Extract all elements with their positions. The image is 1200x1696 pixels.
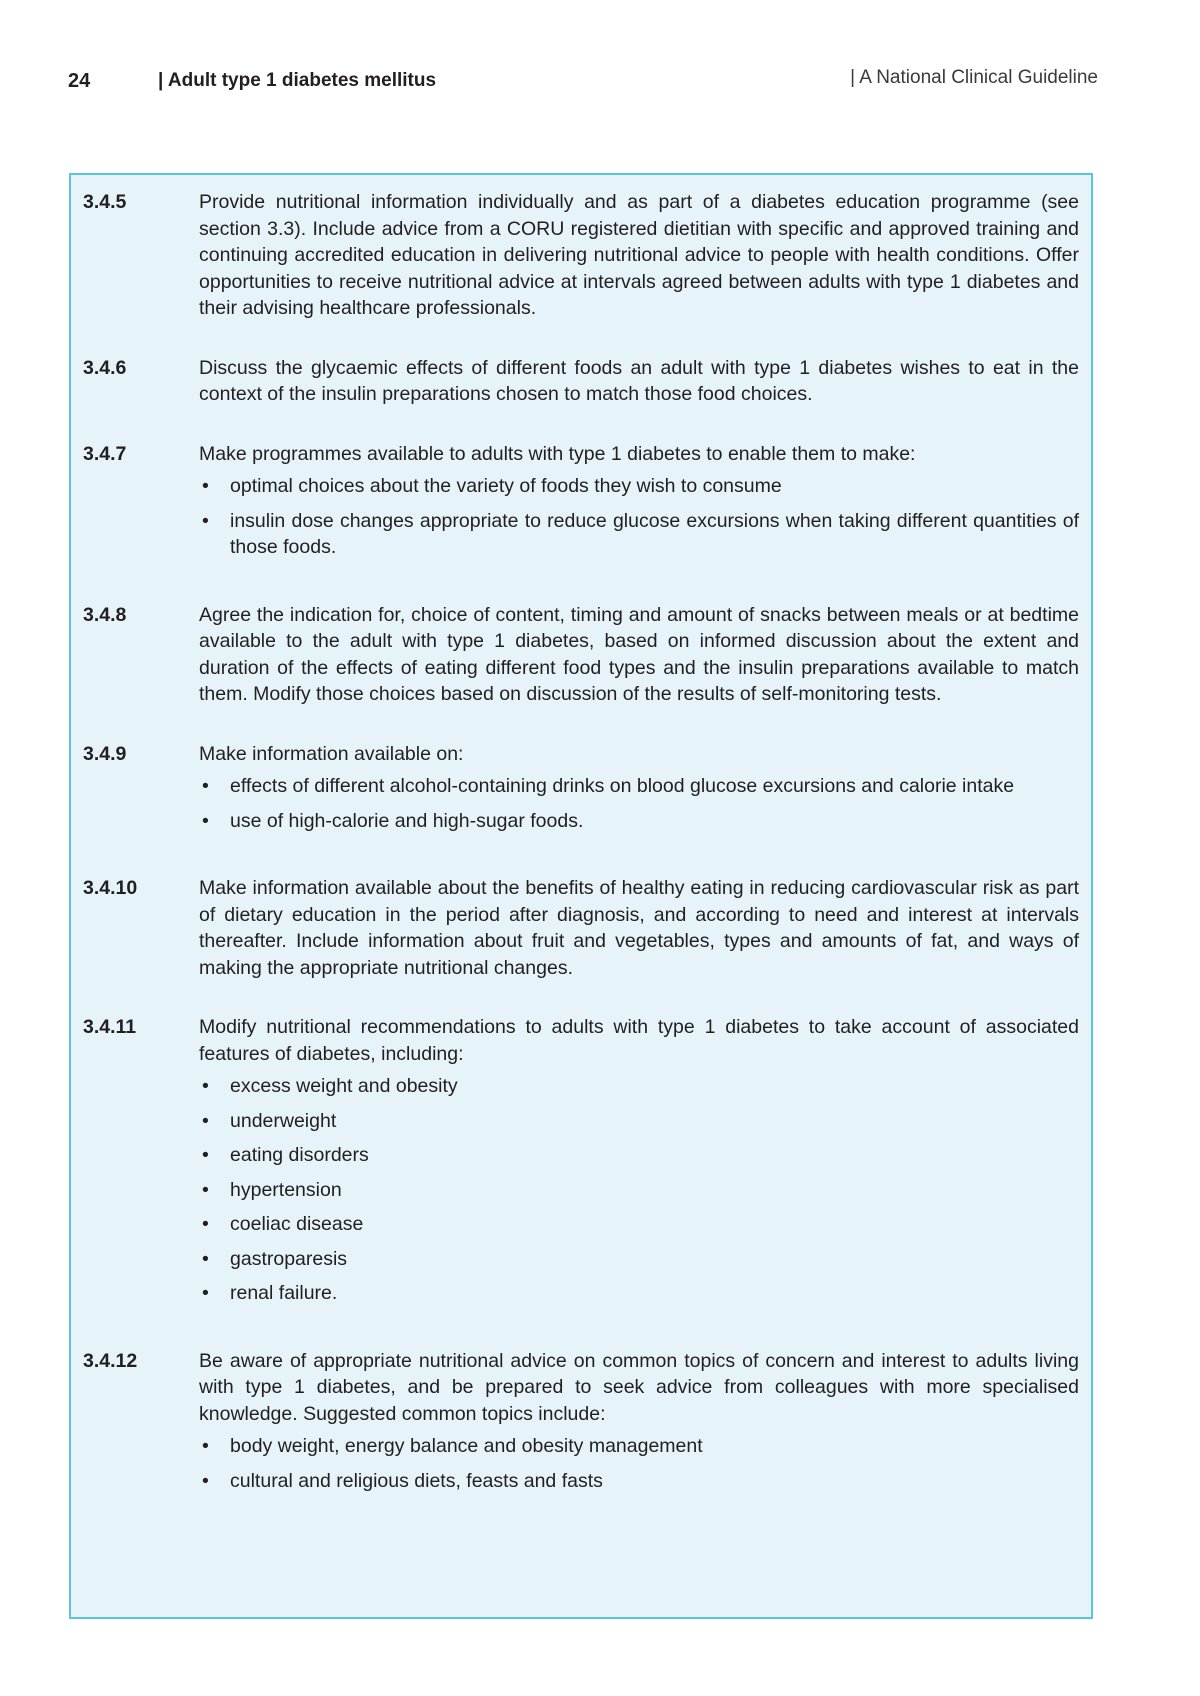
recommendation-text: Make programmes available to adults with type 1 diabetes to enable them to make: bbox=[199, 442, 916, 465]
bullet-text: coeliac disease bbox=[230, 1213, 364, 1235]
bullet-text: gastroparesis bbox=[230, 1247, 348, 1270]
recommendation-number: 3.4.11 bbox=[83, 1016, 137, 1038]
bullet-item bbox=[199, 773, 1079, 800]
bullet-list bbox=[199, 1073, 1079, 1307]
bullet-text: optimal choices about the variety of foods they wish to consume bbox=[230, 475, 782, 497]
bullet-text: excess weight and obesity bbox=[230, 1075, 458, 1097]
bullet-list bbox=[199, 773, 1079, 834]
recommendation-number: 3.4.12 bbox=[83, 1349, 138, 1372]
bullet-text: body weight, energy balance and obesity management bbox=[230, 1435, 703, 1457]
recommendation-body bbox=[199, 355, 1079, 408]
recommendation-text: Make information available on: bbox=[199, 742, 464, 765]
bullet-icon: • bbox=[202, 1213, 209, 1235]
bullet-item bbox=[199, 508, 1079, 561]
bullet-icon: • bbox=[202, 1075, 209, 1097]
bullet-text: hypertension bbox=[230, 1178, 342, 1201]
recommendation-body bbox=[199, 1014, 1079, 1315]
bullet-item bbox=[199, 1177, 1079, 1204]
bullet-icon: • bbox=[202, 1144, 209, 1166]
recommendation-item bbox=[83, 355, 1079, 408]
bullet-icon: • bbox=[202, 509, 209, 532]
bullet-item bbox=[199, 1433, 1079, 1460]
series-title: | A National Clinical Guideline bbox=[850, 67, 1098, 88]
bullet-icon: • bbox=[202, 809, 209, 832]
recommendation-number: 3.4.8 bbox=[83, 603, 127, 626]
recommendation-body bbox=[199, 441, 1079, 569]
recommendation-body bbox=[199, 875, 1079, 981]
recommendation-item bbox=[83, 602, 1079, 708]
bullet-icon: • bbox=[202, 475, 209, 497]
recommendation-number: 3.4.9 bbox=[83, 742, 127, 765]
bullet-text: underweight bbox=[230, 1109, 337, 1132]
bullet-icon: • bbox=[202, 1469, 209, 1492]
recommendation-text: Make information available about the benefits of healthy eating in reducing cardiovascular risk as part of dietary education in the period after diagnosis, and according to need and interest at intervals thereafter. Include information about fruit and vegetables, types and amounts of fat, and ways of making the appropriate nutritional changes. bbox=[199, 877, 1079, 979]
bullet-icon: • bbox=[202, 1435, 209, 1457]
recommendation-text: Discuss the glycaemic effects of different foods an adult with type 1 diabetes wishes to eat in the context of the insulin preparations chosen to match those food choices. bbox=[199, 356, 1079, 405]
recommendation-item bbox=[83, 441, 1079, 569]
recommendation-text: Be aware of appropriate nutritional advice on common topics of concern and interest to adults living with type 1 diabetes, and be prepared to seek advice from colleagues with more specialised knowledge. Suggested common topics include: bbox=[199, 1349, 1079, 1425]
bullet-list bbox=[199, 1433, 1079, 1494]
recommendation-number: 3.4.5 bbox=[83, 191, 127, 213]
bullet-item bbox=[199, 808, 1079, 835]
bullet-item bbox=[199, 1073, 1079, 1100]
bullet-text: effects of different alcohol-containing drinks on blood glucose excursions and calorie intake bbox=[230, 775, 1015, 797]
bullet-icon: • bbox=[202, 1282, 209, 1304]
bullet-icon: • bbox=[202, 1247, 209, 1270]
bullet-text: insulin dose changes appropriate to reduce glucose excursions when taking different quantities of those foods. bbox=[230, 509, 1079, 558]
document-title: | Adult type 1 diabetes mellitus bbox=[158, 70, 437, 91]
recommendation-item bbox=[83, 1348, 1079, 1503]
bullet-item bbox=[199, 1211, 1079, 1238]
recommendation-item bbox=[83, 189, 1079, 322]
recommendation-body bbox=[199, 741, 1079, 843]
bullet-icon: • bbox=[202, 1109, 209, 1132]
bullet-icon: • bbox=[202, 775, 209, 797]
recommendation-item bbox=[83, 741, 1079, 843]
recommendation-text: Provide nutritional information individually and as part of a diabetes education programme (see section 3.3). Include advice from a CORU registered dietitian with specific and approved training and continuing accredited education in delivering nutritional advice to people with health conditions. Offer opportunities to receive nutritional advice at intervals agreed between adults with type 1 diabetes and their advising healthcare professionals. bbox=[199, 191, 1079, 319]
bullet-item bbox=[199, 1280, 1079, 1307]
recommendations-box bbox=[69, 173, 1093, 1619]
recommendation-body bbox=[199, 1348, 1079, 1503]
bullet-icon: • bbox=[202, 1178, 209, 1201]
recommendation-body bbox=[199, 189, 1079, 322]
recommendation-text: Modify nutritional recommendations to adults with type 1 diabetes to take account of associated features of diabetes, including: bbox=[199, 1016, 1079, 1065]
bullet-item bbox=[199, 473, 1079, 500]
bullet-text: cultural and religious diets, feasts and fasts bbox=[230, 1469, 603, 1492]
bullet-item bbox=[199, 1142, 1079, 1169]
recommendation-item bbox=[83, 1014, 1079, 1315]
bullet-item bbox=[199, 1108, 1079, 1135]
recommendation-number: 3.4.7 bbox=[83, 442, 127, 465]
bullet-item bbox=[199, 1468, 1079, 1495]
recommendation-text: Agree the indication for, choice of content, timing and amount of snacks between meals or at bedtime available to the adult with type 1 diabetes, based on informed discussion about the extent and duration of the effects of eating different food types and the insulin preparations available to match them. Modify those choices based on discussion of the results of self-monitoring tests. bbox=[199, 603, 1079, 705]
page-header bbox=[68, 64, 1098, 94]
bullet-text: eating disorders bbox=[230, 1144, 369, 1166]
recommendation-number: 3.4.10 bbox=[83, 877, 138, 899]
bullet-text: use of high-calorie and high-sugar foods. bbox=[230, 809, 584, 832]
recommendation-number: 3.4.6 bbox=[83, 356, 127, 379]
page-number: 24 bbox=[68, 70, 91, 92]
bullet-text: renal failure. bbox=[230, 1282, 338, 1304]
recommendation-body bbox=[199, 602, 1079, 708]
bullet-item bbox=[199, 1246, 1079, 1273]
bullet-list bbox=[199, 473, 1079, 561]
recommendation-item bbox=[83, 875, 1079, 981]
